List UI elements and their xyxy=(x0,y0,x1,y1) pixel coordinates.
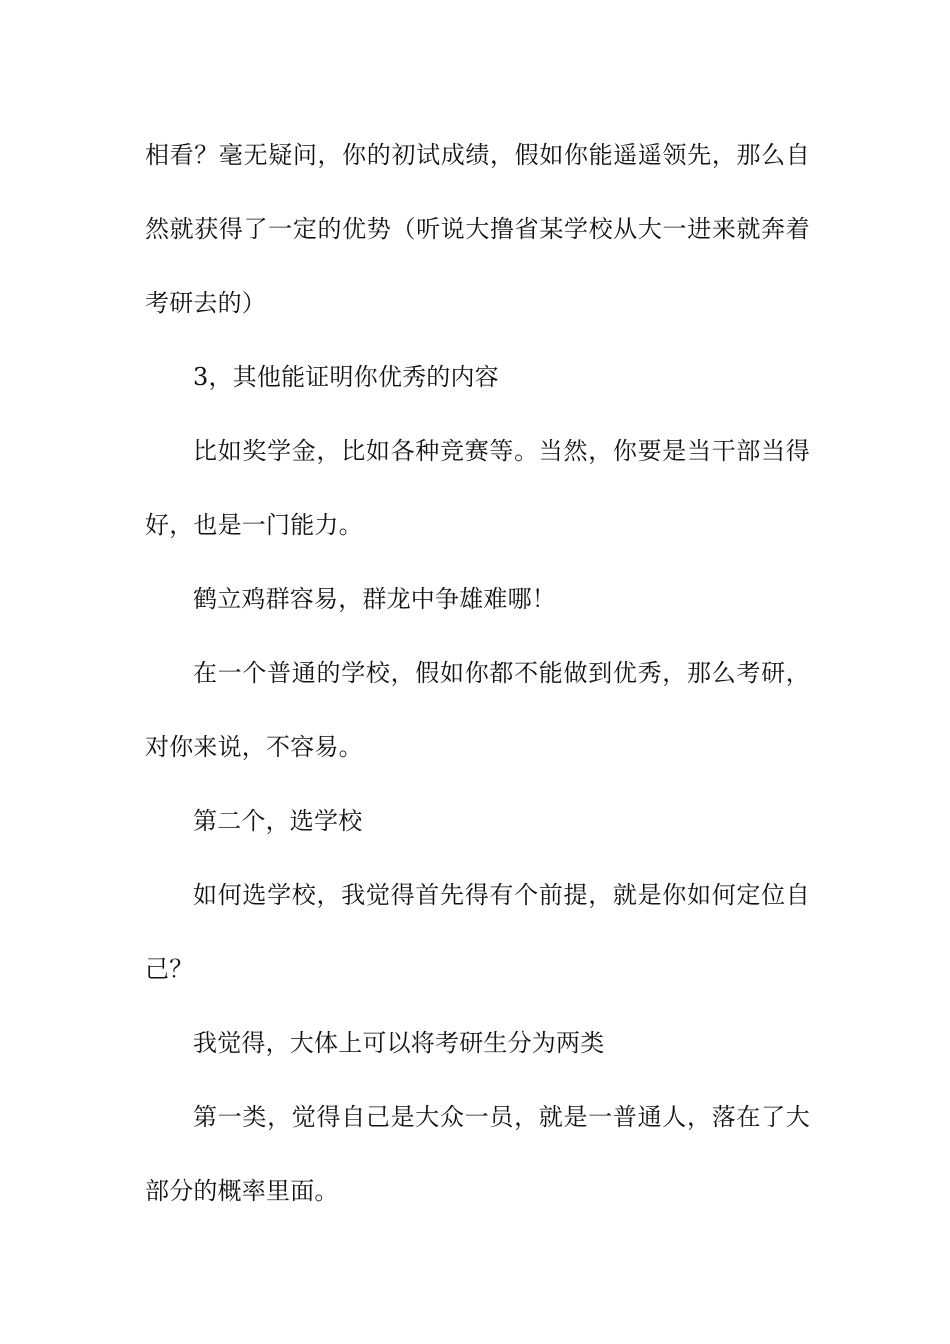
paragraph-type-one: 第一类，觉得自己是大众一员，就是一普通人，落在了大部分的概率里面。 xyxy=(145,1103,810,1205)
paragraph-how-to-choose: 如何选学校，我觉得首先得有个前提，就是你如何定位自己？ xyxy=(145,881,810,983)
paragraph-crane: 鹤立鸡群容易，群龙中争雄难哪！ xyxy=(193,585,556,613)
paragraph-ordinary-school: 在一个普通的学校，假如你都不能做到优秀，那么考研，对你来说，不容易。 xyxy=(145,659,810,761)
paragraph-point-3: 3，其他能证明你优秀的内容 xyxy=(193,363,499,391)
paragraph-continuation: 相看？毫无疑问，你的初试成绩，假如你能遥遥领先，那么自然就获得了一定的优势（听说大撸省某学校从大一进来就奔着考研去的） xyxy=(145,141,810,317)
paragraph-scholarship: 比如奖学金，比如各种竞赛等。当然，你要是当干部当得好，也是一门能力。 xyxy=(145,437,810,539)
paragraph-two-types: 我觉得，大体上可以将考研生分为两类 xyxy=(193,1029,605,1057)
document-body xyxy=(145,118,810,1228)
section-heading-choose-school: 第二个，选学校 xyxy=(193,807,363,835)
